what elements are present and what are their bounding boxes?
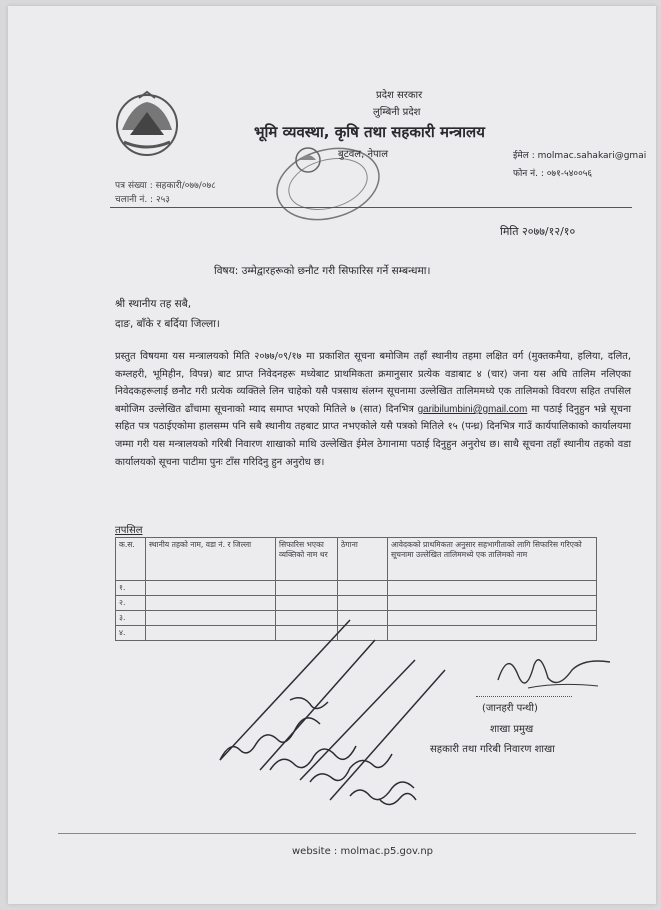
table-header-cell: स्थानीय तहको नाम, वडा नं. र जिल्ला [146,538,276,581]
table-header-cell: क.स. [116,538,146,581]
signatory-title: शाखा प्रमुख [490,724,534,735]
header-province-name: लुम्बिनी प्रदेश [373,107,421,118]
row-number: २. [116,596,146,611]
row-number: ३. [116,611,146,626]
table-row [116,581,597,596]
letter-subject: विषय: उम्मेद्वारहरूको छनौट गरी सिफारिस गर्ने सम्बन्धमा। [214,265,431,277]
letter-date: मिति २०७७/१२/१० [500,225,576,238]
footer-divider [58,833,636,834]
header-divider [110,207,632,208]
ministry-title: भूमि व्यवस्था, कृषि तथा सहकारी मन्त्रालय [254,123,485,141]
handwritten-notes [200,600,500,820]
signatory-name: (जानहरी पन्थी) [482,703,538,714]
ministry-phone: फोन नं. : ०७१-५४००५६ [513,169,593,179]
table-header-cell: ठेगाना [338,538,388,581]
addressee-line1: श्री स्थानीय तह सबै, [115,298,192,310]
nepal-emblem-logo [112,90,182,160]
official-signature [488,640,618,700]
row-number: ४. [116,626,146,641]
body-email-link[interactable]: garibilumbini@gmail.com [417,403,528,415]
body-text-1: प्रस्तुत विषयमा यस मन्त्रालयको मिति २०७७/०९/१७ मा प्रकाशित सूचना बमोजिम तहाँ स्थानीय तहमा लक्षित वर्ग (मुक्तकमैया, हलिया, दलित, कम्लहरी, भूमिहीन, विपन्न) बाट प्राप्त निवेदनहरू मध्येबाट प्राथमिकता क्रमानुसार प्रत्येक वडाबाट ४ (चार) जना यस अघि तालिम नलिएका निवेदकहरूलाई छनौट गरी प्रत्येक व्यक्तिले लिन चाहेको यसै पत्रसाथ संलग्न सूचनामा उल्लेखित तालिममध्ये एक तालिमको विवरण सहित तपसिल बमोजिम उल्लेखित ढाँचामा सूचनाको म्याद समाप्त भएको मितिले ७ (सात) दिनभित्र [115,351,631,415]
dispatch-number: चलानी नं. : २५३ [115,195,170,205]
table-header-cell: सिफारिस भएका व्यक्तिको नाम थर [276,538,338,581]
table-header-cell: आवेदकको प्राथमिकता अनुसार सहभागीताको लागि सिफारिस गरिएको सूचनामा उल्लेखित तालिममध्ये एक तालिमको नाम [388,538,597,581]
table-header-row [116,538,597,581]
signatory-branch: सहकारी तथा गरिबी निवारण शाखा [430,744,555,755]
footer-website: website : molmac.p5.gov.np [292,846,434,857]
addressee-line2: दाङ, बाँके र बर्दिया जिल्ला। [115,318,220,330]
header-province-govt: प्रदेश सरकार [376,90,423,101]
ministry-address: बुटवल, नेपाल [338,149,389,160]
letter-number: पत्र संख्या : सहकारी/०७७/०७८ [115,181,216,191]
ministry-email: ईमेल : molmac.sahakari@gmai [513,151,647,161]
table-caption: तपसिल [115,525,143,536]
row-number: १. [116,581,146,596]
letter-body [115,348,631,471]
body-text-2: मा पठाई दिनुहुन भन्ने सूचना सहित पत्र पठाईएकोमा हालसम्म पनि सबै स्थानीय तहबाट प्राप्त नभएकोले यसै पत्रको मितिले १५ (पन्ध्र) दिनभित्र गाउँ कार्यपालिकाको कार्यालयमा जम्मा गरी यस मन्त्रालयको गरिबी निवारण शाखाको माथि उल्लेखित ईमेल ठेगानामा पठाई दिनुहुन अनुरोध छ। साथै सूचना तहाँ स्थानीय तहको वडा कार्यालयको सूचना पाटीमा पुनः टाँस गरिदिनु हुन अनुरोध छ। [115,403,631,468]
